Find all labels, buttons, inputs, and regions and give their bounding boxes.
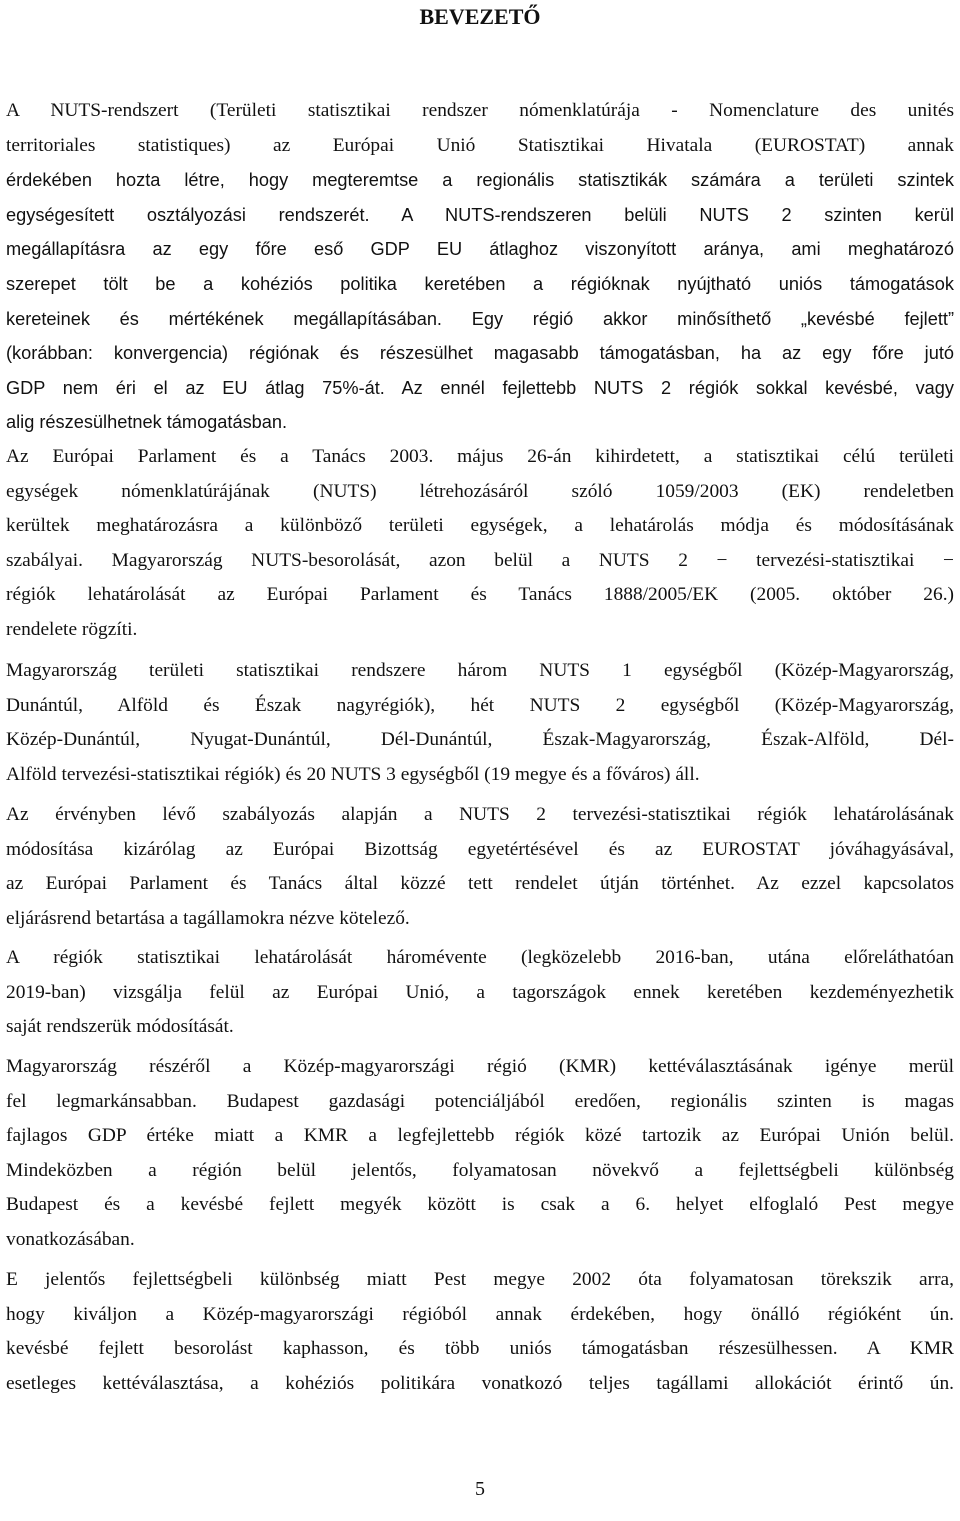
- paragraph-line: vonatkozásában.: [6, 1228, 135, 1250]
- paragraph-7: [6, 1263, 954, 1401]
- page-title: BEVEZETŐ: [419, 4, 541, 29]
- paragraph-2: [6, 440, 954, 648]
- paragraph-line: esetleges kettéválasztása, a kohéziós politikára vonatkozó teljes tagállami allokációt érintő ún.: [6, 1372, 954, 1394]
- paragraph-line: kereteinek és mértékének megállapításában. Egy régió akkor minősíthető „kevésbé fejlett”: [6, 308, 954, 329]
- paragraph-line: A NUTS-rendszert (Területi statisztikai rendszer nómenklatúrája - Nomenclature des unités: [6, 100, 954, 121]
- paragraph-line: saját rendszerük módosítását.: [6, 1016, 234, 1038]
- paragraph-line: Az érvényben lévő szabályozás alapján a NUTS 2 tervezési-statisztikai régiók lehatárolásának: [6, 804, 954, 825]
- paragraph-line: Közép-Dunántúl, Nyugat-Dunántúl, Dél-Dunántúl, Észak-Magyarország, Észak-Alföld, Dél-: [6, 729, 954, 751]
- paragraph-line: E jelentős fejlettségbeli különbség miatt Pest megye 2002 óta folyamatosan törekszik arra,: [6, 1269, 954, 1290]
- paragraph-line: fel legmarkánsabban. Budapest gazdasági potenciáljából eredően, regionális szinten is magas: [6, 1090, 954, 1112]
- paragraph-line: az Európai Parlament és Tanács által közzé tett rendelet útján történhet. Az ezzel kapcsolatos: [6, 873, 954, 895]
- paragraph-line: hogy kiváljon a Közép-magyarországi régióból annak érdekében, hogy önálló régióként ún.: [6, 1303, 954, 1325]
- paragraph-6: [6, 1050, 954, 1258]
- paragraph-line: rendelete rögzíti.: [6, 618, 138, 640]
- paragraph-line: egységek nómenklatúrájának (NUTS) létrehozásáról szóló 1059/2003 (EK) rendeletben: [6, 480, 954, 502]
- paragraph-line: Magyarország területi statisztikai rendszere három NUTS 1 egységből (Közép-Magyarország,: [6, 660, 954, 681]
- document-page: [6, 0, 954, 1521]
- paragraph-line: módosítása kizárólag az Európai Bizottság egyetértésével és az EUROSTAT jóváhagyásával,: [6, 838, 954, 860]
- paragraph-line: kerültek meghatározásra a különböző területi egységek, a lehatárolás módja és módosításának: [6, 515, 954, 537]
- paragraph-line: Mindeközben a régión belül jelentős, folyamatosan növekvő a fejlettségbeli különbség: [6, 1159, 954, 1181]
- paragraph-line: Alföld tervezési-statisztikai régiók) és 20 NUTS 3 egységből (19 megye és a főváros) áll.: [6, 763, 700, 785]
- paragraph-line: szerepet tölt be a kohéziós politika keretében a régióknak nyújtható uniós támogatások: [6, 273, 954, 294]
- paragraph-line: Az Európai Parlament és a Tanács 2003. május 26-án kihirdetett, a statisztikai célú területi: [6, 446, 954, 467]
- paragraph-line: megállapításra az egy főre eső GDP EU átlaghoz viszonyított aránya, ami meghatározó: [6, 239, 954, 260]
- paragraph-line: Dunántúl, Alföld és Észak nagyrégiók), hét NUTS 2 egységből (Közép-Magyarország,: [6, 694, 954, 716]
- paragraph-line: régiók lehatárolását az Európai Parlament és Tanács 1888/2005/EK (2005. október 26.): [6, 584, 954, 606]
- paragraph-line: (korábban: konvergencia) régiónak és részesülhet magasabb támogatásban, ha az egy főre jutó: [6, 343, 954, 364]
- paragraph-1: [6, 94, 954, 440]
- paragraph-line: eljárásrend betartása a tagállamokra nézve kötelező.: [6, 907, 410, 929]
- paragraph-line: Magyarország részéről a Közép-magyarországi régió (KMR) kettéválasztásának igénye merül: [6, 1056, 954, 1077]
- paragraph-line: A régiók statisztikai lehatárolását háromévente (legközelebb 2016-ban, utána előreláthatóan: [6, 947, 954, 968]
- paragraph-line: alig részesülhetnek támogatásban.: [6, 412, 288, 433]
- paragraph-line: kevésbé fejlett besorolást kaphasson, és több uniós támogatásban részesülhessen. A KMR: [6, 1338, 954, 1360]
- page-number: 5: [475, 1478, 485, 1500]
- paragraph-line: fajlagos GDP értéke miatt a KMR a legfejlettebb régiók közé tartozik az Európai Unión belül.: [6, 1125, 954, 1147]
- paragraph-3: [6, 654, 954, 792]
- paragraph-line: GDP nem éri el az EU átlag 75%-át. Az ennél fejlettebb NUTS 2 régiók sokkal kevésbé, vagy: [6, 377, 954, 398]
- paragraph-line: egységesített osztályozási rendszerét. A NUTS-rendszeren belüli NUTS 2 szinten kerül: [6, 204, 954, 225]
- paragraph-line: Budapest és a kevésbé fejlett megyék között is csak a 6. helyet elfoglaló Pest megye: [6, 1194, 954, 1216]
- paragraph-line: érdekében hozta létre, hogy megteremtse a regionális statisztikák számára a területi szintek: [6, 170, 954, 191]
- paragraph-line: 2019-ban) vizsgálja felül az Európai Unió, a tagországok ennek keretében kezdeményezhetik: [6, 981, 954, 1003]
- paragraph-5: [6, 941, 954, 1045]
- paragraph-line: territoriales statistiques) az Európai Unió Statisztikai Hivatala (EUROSTAT) annak: [6, 134, 954, 156]
- paragraph-line: szabályai. Magyarország NUTS-besorolását, azon belül a NUTS 2 − tervezési-statisztikai −: [6, 549, 954, 571]
- paragraph-4: [6, 798, 954, 936]
